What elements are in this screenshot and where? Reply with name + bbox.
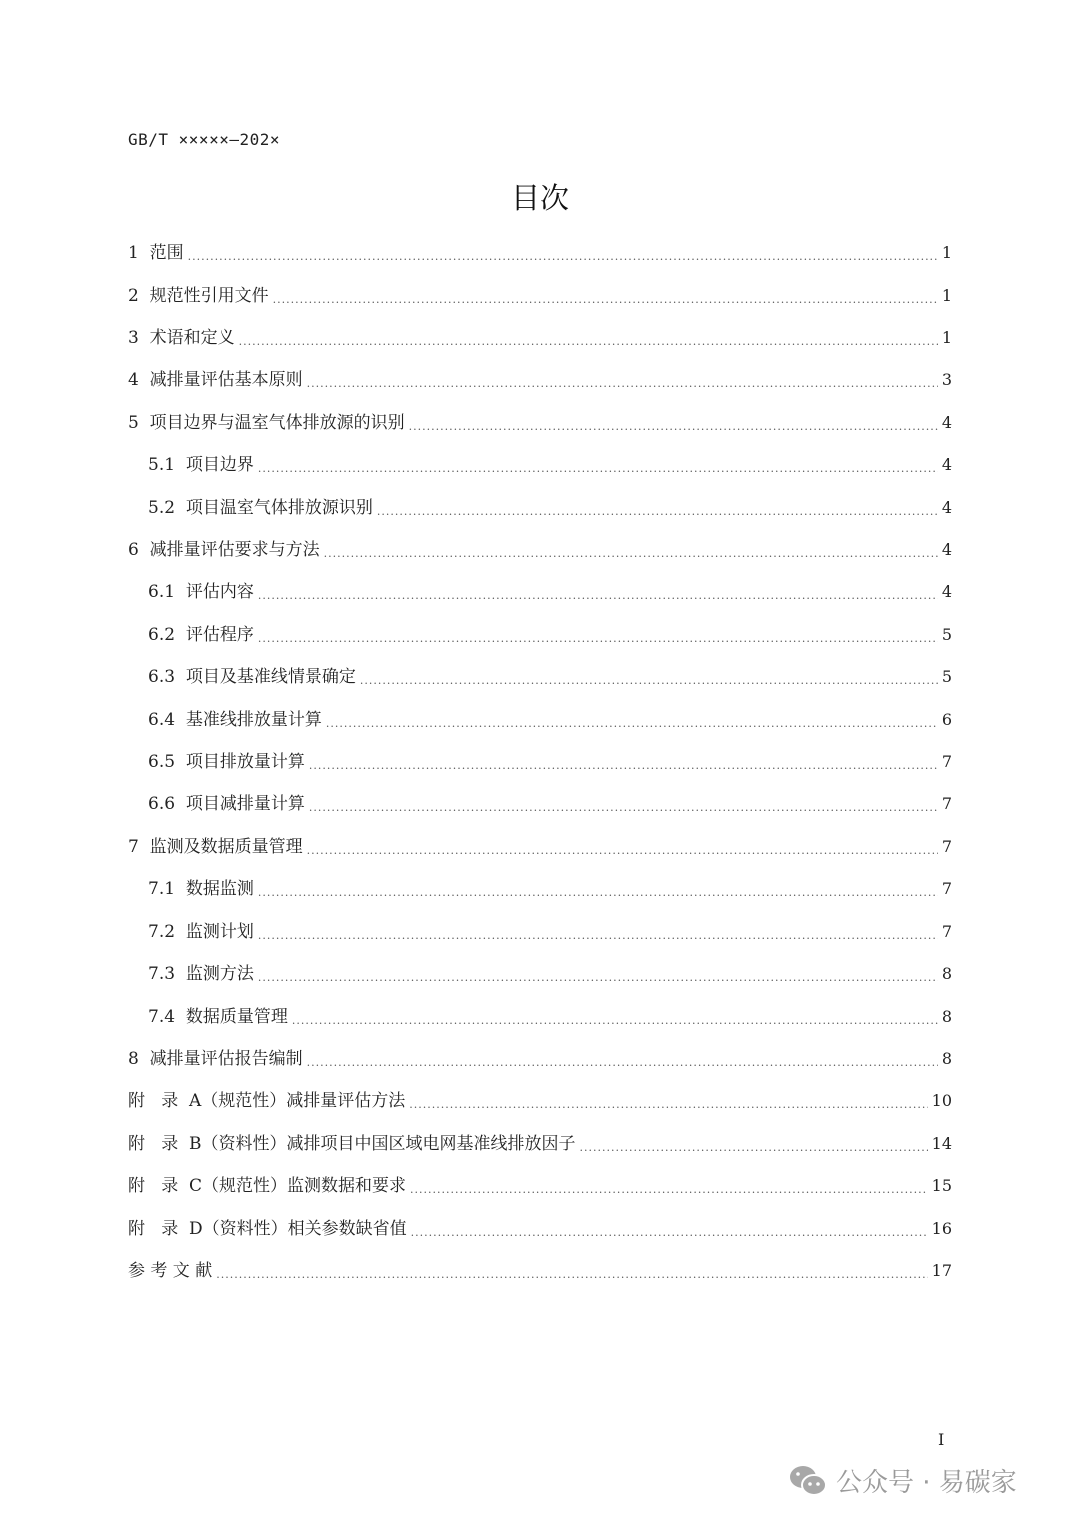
- toc-entry[interactable]: [128, 486, 952, 528]
- toc-entry-page: 5: [941, 624, 952, 644]
- dot-leader: [258, 574, 938, 610]
- toc-entry[interactable]: [128, 274, 952, 316]
- toc-entry-label: 5.1 项目边界: [148, 455, 254, 476]
- dot-leader: [409, 1083, 927, 1119]
- toc-entry-label: 7.2 监测计划: [148, 921, 254, 942]
- dot-leader: [309, 744, 938, 780]
- toc-entry[interactable]: [128, 402, 952, 444]
- toc-entry-label: 7.4 数据质量管理: [148, 1006, 288, 1027]
- page-title: 目次: [510, 181, 569, 215]
- toc-entry-label: 4 减排量评估基本原则: [128, 370, 303, 391]
- toc-entry-label: 5.2 项目温室气体排放源识别: [148, 497, 373, 518]
- toc-entry[interactable]: [128, 1165, 952, 1207]
- toc-entry-page: 14: [931, 1133, 952, 1153]
- toc-entry[interactable]: [128, 826, 952, 868]
- toc-entry-page: 6: [941, 709, 952, 729]
- toc-entry-page: 4: [941, 455, 952, 475]
- toc-entry-page: 7: [941, 794, 952, 814]
- dot-leader: [377, 490, 938, 526]
- dot-leader: [309, 786, 938, 822]
- toc-entry-label: 6.6 项目减排量计算: [148, 794, 305, 815]
- toc-entry-page: 8: [941, 964, 952, 984]
- toc-entry-label: 7 监测及数据质量管理: [128, 836, 303, 857]
- toc-entry-page: 8: [941, 1048, 952, 1068]
- toc-entry[interactable]: [128, 1123, 952, 1165]
- toc-entry-page: 16: [931, 1218, 952, 1238]
- toc-entry[interactable]: [128, 1038, 952, 1080]
- toc-entry-page: 4: [941, 540, 952, 560]
- toc-entry-label: 6.3 项目及基准线情景确定: [148, 667, 356, 688]
- toc-entry[interactable]: [128, 232, 952, 274]
- dot-leader: [292, 999, 938, 1035]
- toc-entry[interactable]: [128, 529, 952, 571]
- toc-entry-page: 4: [941, 412, 952, 432]
- toc-entry-page: 7: [941, 921, 952, 941]
- toc-entry-label: 7.3 监测方法: [148, 964, 254, 985]
- toc-entry[interactable]: [128, 317, 952, 359]
- dot-leader: [409, 405, 938, 441]
- toc-entry[interactable]: [128, 698, 952, 740]
- dot-leader: [410, 1168, 928, 1204]
- toc-entry-page: 4: [941, 582, 952, 602]
- table-of-contents: [128, 232, 952, 1292]
- toc-entry[interactable]: [128, 911, 952, 953]
- toc-entry-label: 附 录 A（规范性）减排量评估方法: [128, 1091, 406, 1112]
- dot-leader: [411, 1211, 928, 1247]
- toc-entry[interactable]: [128, 1207, 952, 1249]
- dot-leader: [258, 871, 938, 907]
- toc-entry-label: 附 录 D（资料性）相关参数缺省值: [128, 1218, 407, 1239]
- toc-entry-label: 附 录 C（规范性）监测数据和要求: [128, 1176, 407, 1197]
- dot-leader: [307, 829, 938, 865]
- toc-entry[interactable]: [128, 614, 952, 656]
- dot-leader: [258, 956, 938, 992]
- dot-leader: [188, 235, 938, 271]
- toc-entry-page: 10: [931, 1091, 952, 1111]
- watermark: [788, 1462, 1017, 1499]
- toc-entry-page: 17: [931, 1260, 952, 1280]
- toc-entry-label: 5 项目边界与温室气体排放源的识别: [128, 412, 405, 433]
- toc-entry-label: 6.4 基准线排放量计算: [148, 709, 322, 730]
- toc-entry[interactable]: [128, 1250, 952, 1292]
- standard-number: GB/T ×××××—202×: [128, 130, 280, 149]
- toc-entry-label: 参 考 文 献: [128, 1260, 213, 1281]
- toc-entry[interactable]: [128, 571, 952, 613]
- toc-entry-page: 15: [931, 1176, 952, 1196]
- page-folio: I: [938, 1430, 945, 1449]
- dot-leader: [580, 1126, 928, 1162]
- toc-entry-page: 7: [941, 879, 952, 899]
- toc-entry-label: 6 减排量评估要求与方法: [128, 540, 320, 561]
- toc-entry-page: 1: [941, 285, 952, 305]
- toc-entry-label: 2 规范性引用文件: [128, 285, 269, 306]
- toc-entry-label: 8 减排量评估报告编制: [128, 1048, 303, 1069]
- dot-leader: [258, 447, 938, 483]
- toc-entry-label: 7.1 数据监测: [148, 879, 254, 900]
- toc-entry[interactable]: [128, 741, 952, 783]
- dot-leader: [324, 532, 938, 568]
- dot-leader: [216, 1253, 927, 1289]
- toc-entry-label: 1 范围: [128, 243, 184, 264]
- watermark-text: 公众号 · 易碳家: [836, 1468, 1017, 1498]
- toc-entry-page: 8: [941, 1006, 952, 1026]
- dot-leader: [360, 659, 938, 695]
- toc-entry[interactable]: [128, 868, 952, 910]
- dot-leader: [307, 1041, 938, 1077]
- toc-entry-page: 1: [941, 328, 952, 348]
- toc-entry-page: 3: [941, 370, 952, 390]
- toc-entry[interactable]: [128, 1080, 952, 1122]
- toc-entry[interactable]: [128, 995, 952, 1037]
- toc-entry-page: 7: [941, 752, 952, 772]
- toc-entry[interactable]: [128, 444, 952, 486]
- dot-leader: [273, 278, 938, 314]
- toc-entry[interactable]: [128, 783, 952, 825]
- toc-entry-page: 5: [941, 667, 952, 687]
- toc-entry[interactable]: [128, 953, 952, 995]
- dot-leader: [258, 617, 938, 653]
- toc-entry-label: 6.1 评估内容: [148, 582, 254, 603]
- toc-entry-page: 4: [941, 497, 952, 517]
- dot-leader: [326, 702, 938, 738]
- dot-leader: [239, 320, 938, 356]
- toc-entry-label: 6.2 评估程序: [148, 624, 254, 645]
- toc-entry-label: 3 术语和定义: [128, 328, 235, 349]
- toc-entry[interactable]: [128, 359, 952, 401]
- toc-entry-label: 附 录 B（资料性）减排项目中国区域电网基准线排放因子: [128, 1133, 576, 1154]
- toc-entry-page: 1: [941, 243, 952, 263]
- wechat-icon: [788, 1464, 828, 1498]
- toc-entry[interactable]: [128, 656, 952, 698]
- toc-entry-page: 7: [941, 836, 952, 856]
- dot-leader: [307, 362, 938, 398]
- toc-entry-label: 6.5 项目排放量计算: [148, 752, 305, 773]
- dot-leader: [258, 914, 938, 950]
